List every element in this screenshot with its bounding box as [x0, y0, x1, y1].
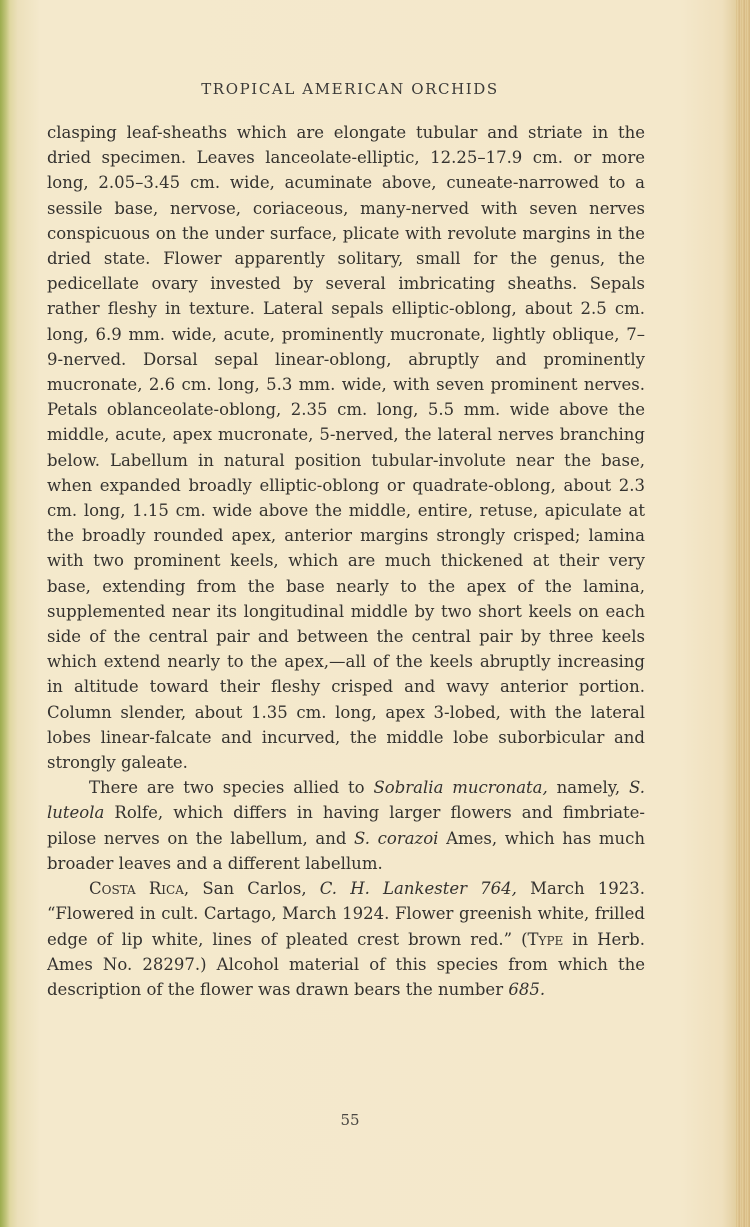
text-run: , San Carlos, [183, 879, 320, 899]
description-paragraph: clasping leaf-sheaths which are elongate tubular and striate in the dried specimen. Leaves lanceolate-elliptic, 12.25–17.9 cm. or more long, 2.05–3.45 cm. wide, acuminate above, cuneate-narrowed to a sessile base, nervose, coriaceous, many-nerved with seven nerves conspicuous on the under surface, plicate with revolute margins in the dried state. Flower apparently solitary, small for the genus, the pedicellate ovary invested by several imbricating sheaths. Sepals rather fleshy in texture. Lateral sepals elliptic-oblong, about 2.5 cm. long, 6.9 mm. wide, acute, prominently mucronate, lightly oblique, 7–9-nerved. Dorsal sepal linear-oblong, abruptly and prominently mucronate, 2.6 cm. long, 5.3 mm. wide, with seven prominent nerves. Petals oblanceolate-oblong, 2.35 cm. long, 5.5 mm. wide above the middle, acute, apex mucronate, 5-nerved, the lateral nerves branching below. Labellum in natural position tubular-involute near the base, when expanded broadly elliptic-oblong or quadrate-oblong, about 2.3 cm. long, 1.15 cm. wide above the middle, entire, retuse, apiculate at the broadly rounded apex, anterior margins strongly crisped; lamina with two prominent keels, which are much thickened at their very base, extending from the base nearly to the apex of the lamina, supplemented near its longitudinal middle by two short keels on each side of the central pair and between the central pair by three keels which extend nearly to the apex,—all of the keels abruptly increasing in altitude toward their fleshy crisped and wavy anterior portion. Column slender, about 1.35 cm. long, apex 3-lobed, with the lateral lobes linear-falcate and incurved, the middle lobe suborbicular and strongly galeate. [47, 123, 645, 773]
text-run: in Herb. Ames No. 28297.) Alcohol material of this species from which the description of the flower was drawn bears the number [47, 929, 645, 999]
page-edge [736, 0, 750, 1227]
body-text [47, 120, 645, 1002]
spine-shadow [0, 0, 10, 1227]
text-run: There are two species allied to [89, 778, 374, 798]
text-run: namely, [547, 778, 630, 798]
text-run: Rolfe, which differs in having larger flowers and fimbriate-pilose nerves on the labellum, and [47, 803, 645, 848]
collector: C. H. Lankester 764, [319, 879, 517, 899]
locality: Costa Rica [89, 879, 184, 899]
text-run: March 1923. “Flowered in cult. Cartago, March 1924. Flower greenish white, frilled edge of lip white, lines of pleated crest brown red.” ( [47, 879, 646, 949]
specimen-paragraph [47, 876, 645, 1002]
species-name: S. luteola [47, 778, 645, 823]
allied-species-paragraph [47, 775, 645, 876]
type-label: Type [527, 929, 564, 949]
text-run: Ames, which has much broader leaves and a different labellum. [47, 828, 645, 873]
species-name: S. corazoi [354, 828, 439, 848]
running-head: TROPICAL AMERICAN ORCHIDS [201, 80, 499, 98]
species-name: Sobralia mucronata, [373, 778, 548, 798]
page-number: 55 [340, 1111, 360, 1129]
specimen-number: 685. [508, 979, 546, 999]
